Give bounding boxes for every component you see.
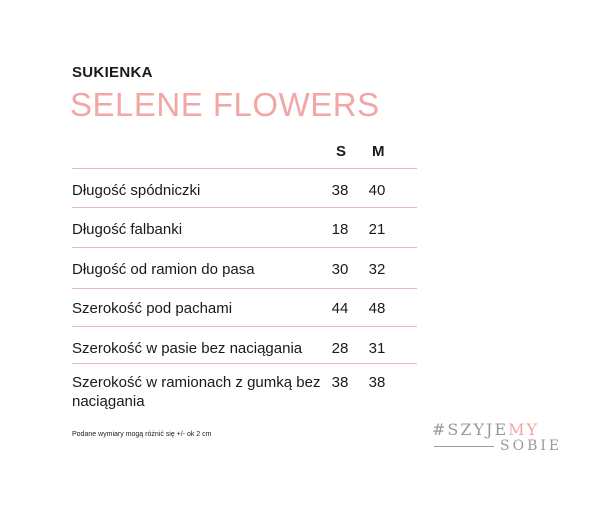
logo-top-line	[432, 420, 539, 439]
row-label: Długość falbanki	[72, 221, 183, 238]
row-label: Długość od ramion do pasa	[72, 261, 255, 278]
row-value-m: 21	[368, 221, 386, 238]
brand-logo	[432, 420, 562, 458]
row-value-s: 30	[331, 261, 349, 278]
measurement-note: Podane wymiary mogą różnić się +/- ok 2 cm	[72, 431, 212, 438]
logo-rule	[434, 446, 494, 447]
row-label: Szerokość w pasie bez naciągania	[72, 340, 303, 357]
row-value-s: 44	[331, 300, 349, 317]
product-subtitle: SUKIENKA	[72, 64, 153, 81]
logo-text-part1: #SZYJE	[432, 420, 509, 439]
column-header-s: S	[336, 143, 347, 160]
row-divider	[72, 247, 417, 248]
product-title: SELENE FLOWERS	[70, 86, 380, 123]
row-value-m: 48	[368, 300, 386, 317]
row-value-m: 31	[368, 340, 386, 357]
row-label: Szerokość pod pachami	[72, 300, 233, 317]
row-value-m: 38	[368, 374, 386, 391]
column-header-m: M	[372, 143, 385, 160]
row-divider	[72, 326, 417, 327]
row-value-m: 40	[368, 182, 386, 199]
row-divider	[72, 363, 417, 364]
row-divider	[72, 207, 417, 208]
row-divider	[72, 288, 417, 289]
logo-text-part3: SOBIE	[500, 438, 563, 454]
row-value-m: 32	[368, 261, 386, 278]
row-value-s: 18	[331, 221, 349, 238]
row-label: Długość spódniczki	[72, 182, 201, 199]
row-value-s: 28	[331, 340, 349, 357]
row-label: Szerokość w ramionach z gumką bez naciągania	[72, 374, 321, 410]
logo-text-part2: MY	[508, 420, 540, 439]
row-value-s: 38	[331, 182, 349, 199]
row-value-s: 38	[331, 374, 349, 391]
table-header-divider	[72, 168, 417, 169]
